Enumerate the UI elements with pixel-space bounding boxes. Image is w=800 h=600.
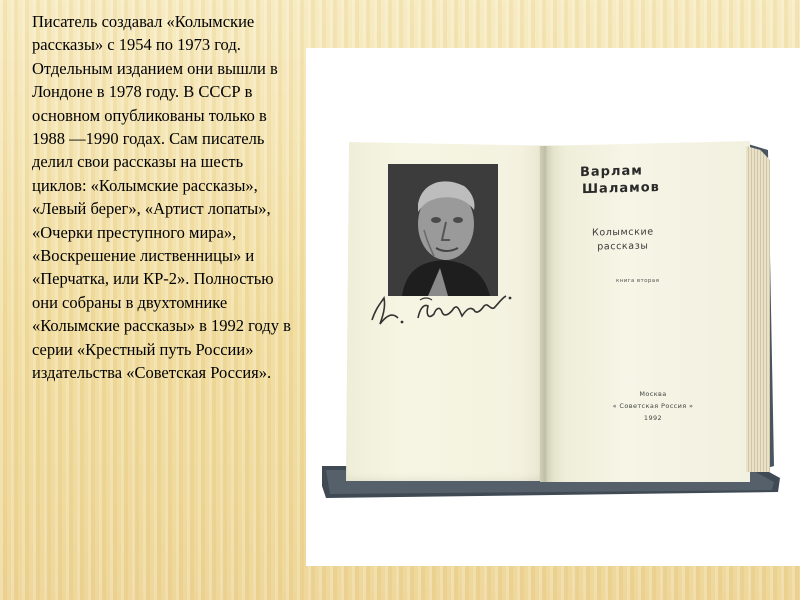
- author-first-name: Варлам: [580, 163, 643, 181]
- publisher-imprint: [588, 388, 718, 424]
- book-title-line2: рассказы: [597, 240, 649, 253]
- imprint-publisher: « Советская Россия »: [612, 402, 694, 410]
- author-portrait: [388, 164, 498, 296]
- author-name: [580, 162, 740, 196]
- book-title-line1: Колымские: [592, 226, 654, 239]
- author-last-name: Шаламов: [582, 180, 660, 198]
- imprint-city: Москва: [639, 390, 667, 398]
- open-book: [322, 126, 784, 498]
- book-subtitle: книга вторая: [616, 278, 660, 284]
- book-photo: [306, 48, 800, 566]
- imprint-year: 1992: [643, 414, 663, 422]
- page-edges: [746, 146, 770, 472]
- author-signature: [362, 278, 552, 338]
- slide-body-text: Писатель создавал «Колымские рассказы» с 1954 по 1973 год. Отдельным изданием они вышли в Лондоне в 1978 году. В СССР в основном опубликованы только в 1988 —1990 годах. Сам писатель делил свои рассказы на шесть циклов: «Колымские рассказы», «Левый берег», «Артист лопаты», «Очерки преступного мира», «Воскрешение лиственницы» и «Перчатка, или КР-2». Полностью они собраны в двухтомнике «Колымские рассказы» в 1992 году в серии «Крестный путь России» издательства «Советская Россия».: [32, 12, 291, 383]
- book-title: [592, 225, 654, 254]
